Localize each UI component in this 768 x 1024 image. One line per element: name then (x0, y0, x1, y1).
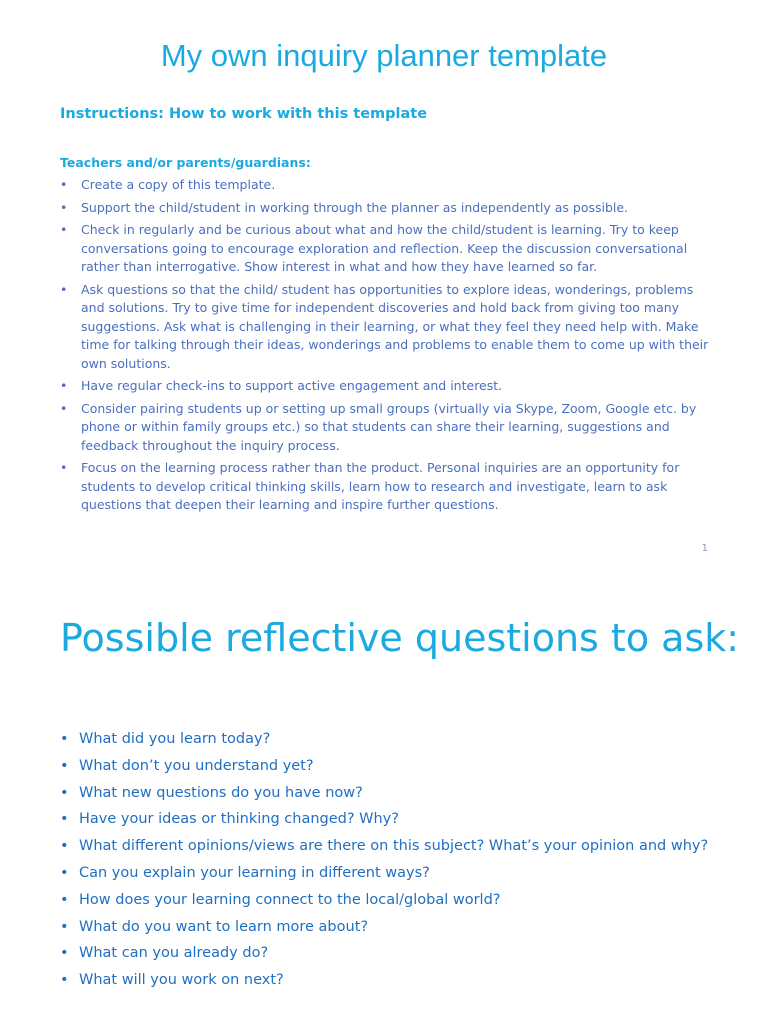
section-title: Possible reflective questions to ask: (60, 616, 740, 660)
list-item: • Have your ideas or thinking changed? Why? (60, 811, 720, 828)
list-item: • What different opinions/views are there on this subject? What’s your opinion and why? (60, 838, 720, 855)
list-item: • Have regular check-ins to support active engagement and interest. (60, 377, 720, 396)
page-title: My own inquiry planner template (160, 38, 608, 73)
list-item: • What did you learn today? (60, 731, 720, 748)
list-item: • What don’t you understand yet? (60, 758, 720, 775)
list-item: • Support the child/student in working through the planner as independently as possible. (60, 199, 720, 218)
audience-heading: Teachers and/or parents/guardians: (60, 155, 311, 170)
page-number: 1 (701, 543, 708, 554)
list-item: • What do you want to learn more about? (60, 919, 720, 936)
list-item: • How does your learning connect to the local/global world? (60, 892, 720, 909)
list-item: • Focus on the learning process rather than the product. Personal inquiries are an opportunity for students to develop critical thinking skills, learn how to research and investigate, learn to ask questions that deepen their learning and inspire further questions. (60, 459, 720, 515)
list-item: • What will you work on next? (60, 972, 720, 989)
list-item: • Can you explain your learning in different ways? (60, 865, 720, 882)
list-item: • What can you already do? (60, 945, 720, 962)
list-item: • Consider pairing students up or setting up small groups (virtually via Skype, Zoom, Google etc. by phone or within family groups etc.) so that students can share their learning, suggestions and feedback throughout the inquiry process. (60, 400, 720, 456)
list-item: • What new questions do you have now? (60, 785, 720, 802)
questions-list (60, 731, 720, 999)
instructions-heading: Instructions: How to work with this template (60, 106, 428, 122)
instructions-list (60, 176, 720, 519)
list-item: • Ask questions so that the child/ student has opportunities to explore ideas, wonderings, problems and solutions. Try to give time for independent discoveries and hold back from giving too many suggestions. Ask what is challenging in their learning, or what they feel they need help with. Make time for talking through their ideas, wonderings and problems to enable them to come up with their own solutions. (60, 281, 720, 374)
list-item: • Create a copy of this template. (60, 176, 720, 195)
list-item: • Check in regularly and be curious about what and how the child/student is learning. Try to keep conversations going to encourage exploration and reflection. Keep the discussion conversational rather than interrogative. Show interest in what and how they have learned so far. (60, 221, 720, 277)
